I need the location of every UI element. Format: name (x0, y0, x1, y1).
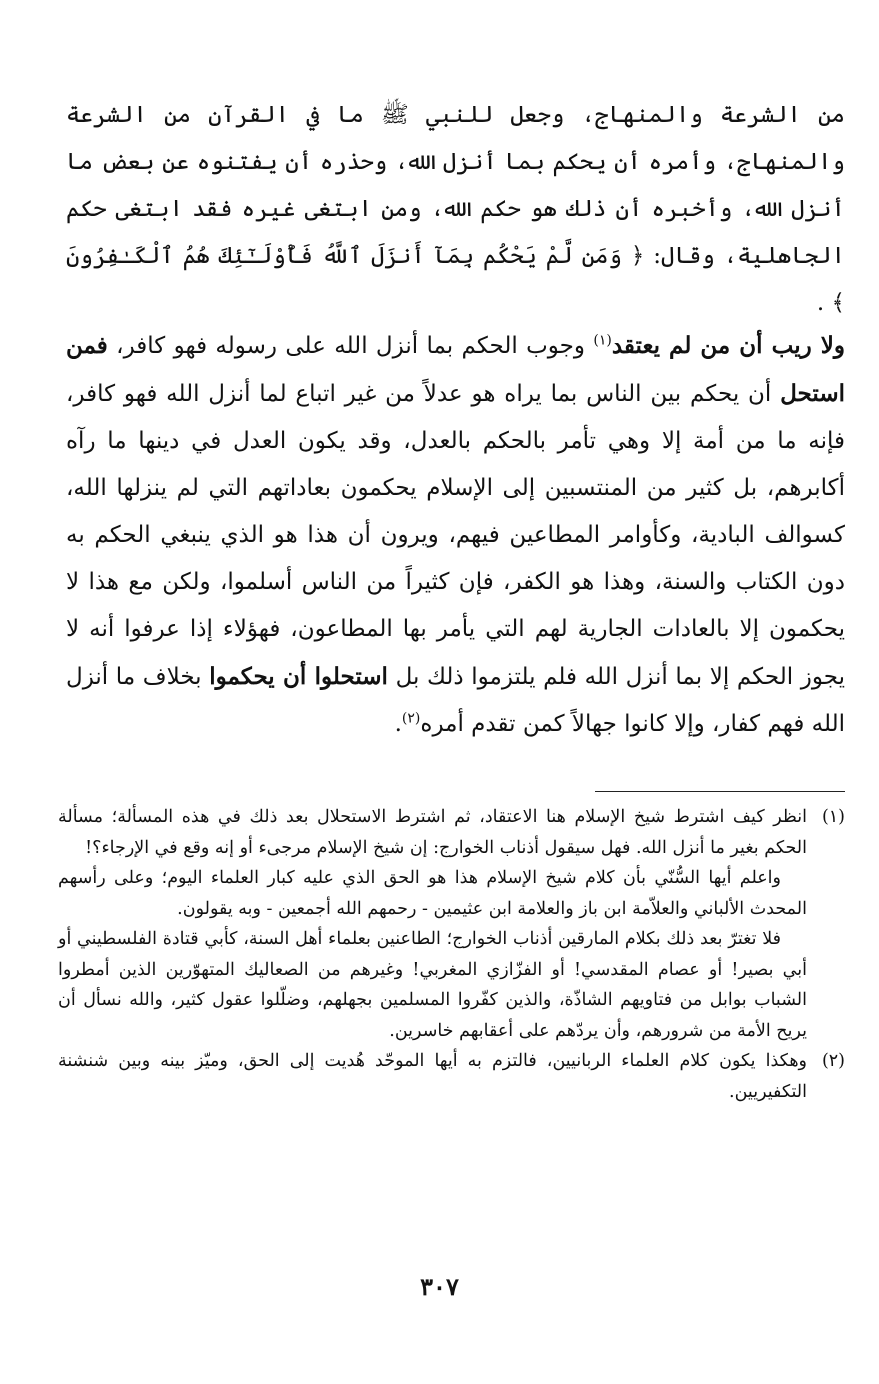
footnote-2-paragraph-1: وهكذا يكون كلام العلماء الربانيين، فالتزم به أيها الموحّد هُديت إلى الحق، وميّز بينه وبين شنشنة التكفيريين. (58, 1051, 807, 1102)
paragraph-1-text: من الشرعة والمنهاج، وجعل للنبي ﷺ ما في القرآن من الشرعة والمنهاج، وأمره أن يحكم بما أنزل الله، وحذره أن يفتنوه عن بعض ما أنزل الله، وأخبره أن ذلك هو حكم الله، ومن ابتغى غيره فقد ابتغى حكم الجاهلية، وقال: (66, 102, 846, 269)
footnote-1-paragraph-1: انظر كيف اشترط شيخ الإسلام هنا الاعتقاد، ثم اشترط الاستحلال بعد ذلك في هذه المسألة؛ مسألة الحكم بغير ما أنزل الله. فهل سيقول أذناب الخوارج: إن شيخ الإسلام مرجىء أو إنه وقع في الإرجاء؟! (58, 807, 807, 858)
quran-verse: ﴿ وَمَن لَّمْ يَحْكُم بِمَآ أَنزَلَ ٱللَّهُ فَأُوْلَـٰٓئِكَ هُمُ ٱلْكَـٰفِرُونَ ﴾ (66, 243, 845, 316)
footnote-2 (58, 1046, 845, 1107)
footnote-ref-1: (١) (593, 332, 612, 349)
paragraph-2 (66, 322, 845, 748)
footnote-1-paragraph-3: فلا تغترّ بعد ذلك بكلام المارقين أذناب الخوارج؛ الطاعنين بعلماء أهل السنة، كأبي قتادة الفلسطيني أو أبي بصير! أو عصام المقدسي! أو الفزّازي المغربي! وغيرهم من الصعاليك المتهوّرين الذين أمطروا الشباب بوابل من فتاويهم الشاذّة، والذين كفّروا المسلمين بجهلهم، وضلّلوا عقول كثير، والله نسأل أن يريح الأمة من شرورهم، وأن يردّهم على أعقابهم خاسرين. (58, 929, 807, 1041)
paragraph-2-end: . (394, 711, 402, 737)
bold-phrase-1: ولا ريب أن من لم يعتقد (611, 332, 845, 359)
paragraph-2-text-2: أن يحكم بين الناس بما يراه هو عدلاً من غير اتباع لما أنزل الله فهو كافر، فإنه ما من أمة إلا وهي تأمر بالحكم بالعدل، وقد يكون العدل في دينها ما رآه أكابرهم، بل كثير من المنتسبين إلى الإسلام يحكمون بعاداتهم التي لم ينزلها الله، كسوالف البادية، وكأوامر المطاعين فيهم، ويرون أن هذا هو الذي ينبغي الحكم به دون الكتاب والسنة، وهذا هو الكفر، فإن كثيراً من الناس أسلموا، ولكن مع هذا لا يحكمون إلا بالعادات الجارية لهم التي يأمر بها المطاعون، فهؤلاء إذا عرفوا أنه لا يجوز الحكم إلا بما أنزل الله فلم يلتزموا ذلك بل (66, 381, 845, 690)
paragraph-1 (66, 92, 845, 327)
page-number: ٣٠٧ (420, 1272, 459, 1301)
footnote-2-number: (٢) (821, 1051, 845, 1071)
paragraph-2-text-1: وجوب الحكم بما أنزل الله على رسوله فهو كافر، (107, 333, 594, 359)
footnote-1-paragraph-2: واعلم أيها السُّنّي بأن كلام شيخ الإسلام هذا هو الحق الذي عليه كبار العلماء اليوم؛ وعلى رأسهم المحدث الألباني والعلاّمة ابن باز والعلامة ابن عثيمين - رحمهم الله أجمعين - وبه يقولون. (58, 868, 807, 919)
footnotes (58, 802, 845, 1107)
footnote-1-number: (١) (821, 807, 845, 827)
bold-phrase-3: استحلوا أن يحكموا (209, 663, 388, 690)
paragraph-1-end: . (816, 290, 832, 316)
footnote-separator (595, 791, 845, 792)
footnote-ref-2: (٢) (401, 710, 421, 727)
bold-phrase-2: فمن استحل (66, 332, 845, 407)
paragraph-2-text-3: بخلاف ما أنزل الله فهم كفار، وإلا كانوا جهالاً كمن تقدم أمره (66, 664, 845, 737)
footnote-1 (58, 802, 845, 1046)
